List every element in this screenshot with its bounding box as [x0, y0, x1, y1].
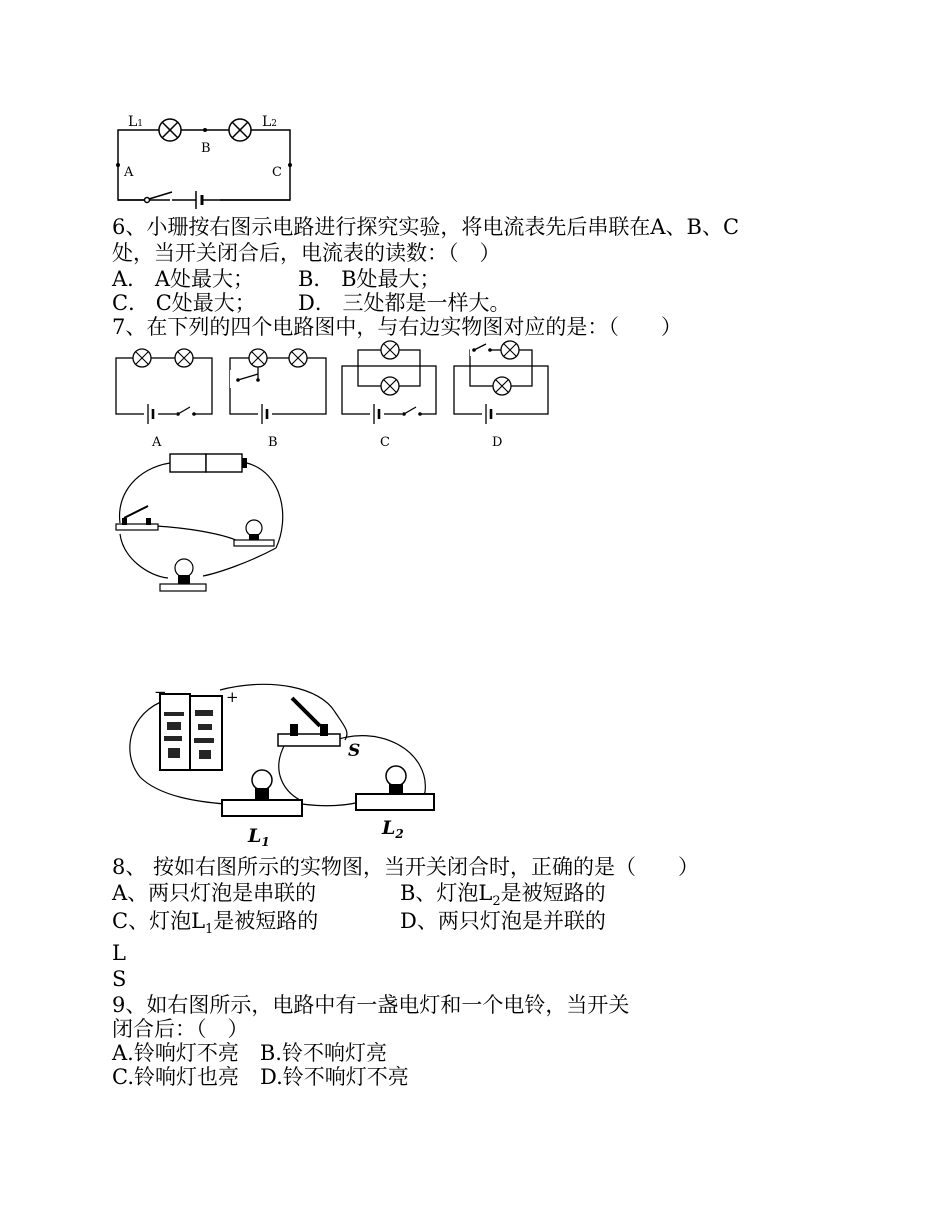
- label-c: C: [272, 165, 282, 180]
- q8-text: 8、 按如右图所示的实物图，当开关闭合时，正确的是（ ）: [112, 855, 700, 879]
- q6-line1: 6、小珊按右图示电路进行探究实验，将电流表先后串联在A、B、C: [112, 215, 740, 239]
- label-l1-q8: L: [248, 825, 262, 847]
- battery-pack-icon: [170, 454, 247, 472]
- q8-physical-circuit: [120, 682, 440, 850]
- q6-option-d[interactable]: D． 三处都是一样大。: [298, 291, 511, 315]
- label-s: S: [348, 741, 361, 761]
- q6-option-b[interactable]: B． B处最大；: [298, 267, 441, 291]
- q8-options-row2: [112, 908, 606, 943]
- stray-label-s: S: [112, 967, 127, 991]
- q9-options-row2[interactable]: C.铃响灯也亮 D.铃不响灯不亮: [112, 1065, 409, 1089]
- q7-label-b: B: [268, 435, 278, 450]
- lamp-l1-icon: [159, 119, 181, 141]
- battery-minus-label: −: [154, 683, 167, 701]
- label-l1: L: [128, 114, 138, 130]
- svg-text:L1: $L_1$: [248, 825, 270, 849]
- q7-label-d: D: [492, 435, 503, 450]
- q8-option-d[interactable]: D、两只灯泡是并联的: [400, 909, 606, 933]
- q9-line1: 9、如右图所示，电路中有一盏电灯和一个电铃，当开关: [112, 993, 630, 1017]
- q8-option-a[interactable]: A、两只灯泡是串联的: [112, 881, 317, 905]
- knife-switch-icon: [116, 506, 158, 530]
- q7-label-a: A: [152, 435, 162, 450]
- q7-label-c: C: [380, 435, 390, 450]
- q6-line2: 处，当开关闭合后，电流表的读数：（ ）: [112, 241, 501, 265]
- q8-option-b[interactable]: B、灯泡$L_2$是被短路的: [400, 881, 606, 910]
- q7-physical-circuit: [108, 448, 298, 598]
- label-a: A: [124, 165, 134, 180]
- q9-line2: 闭合后：（ ）: [112, 1017, 249, 1041]
- q7-text: 7、在下列的四个电路图中，与右边实物图对应的是：（ ）: [112, 315, 682, 339]
- series-circuit-diagram: [110, 110, 310, 210]
- svg-text:L2: L2: [262, 114, 278, 130]
- q6-options-row1: [112, 266, 441, 292]
- label-l2: L: [262, 114, 272, 130]
- battery-plus-label: +: [226, 688, 239, 706]
- q6-option-c[interactable]: C． C处最大；: [112, 291, 256, 315]
- label-b: B: [201, 141, 211, 156]
- q6-options-row2: [112, 290, 511, 316]
- q7-circuit-options: [108, 340, 568, 455]
- lamp-l2-board-icon: [356, 766, 434, 810]
- q6-option-a[interactable]: A． A处最大；: [112, 267, 255, 291]
- label-l2-q8: L: [382, 817, 396, 839]
- bulb-right-icon: [234, 520, 274, 546]
- lamp-l2-icon: [229, 119, 251, 141]
- q8-option-c[interactable]: C、灯泡$L_1$是被短路的: [112, 909, 319, 938]
- q9-options-row1[interactable]: A.铃响灯不亮 B.铃不响灯亮: [112, 1041, 387, 1065]
- bulb-bottom-icon: [160, 559, 206, 591]
- svg-text:L1: L1: [128, 114, 144, 130]
- stray-label-l: L: [112, 941, 126, 965]
- knife-switch-s-icon: [278, 698, 340, 746]
- svg-text:L2: $L_2$: [382, 817, 404, 841]
- battery-box-icon: [160, 694, 222, 770]
